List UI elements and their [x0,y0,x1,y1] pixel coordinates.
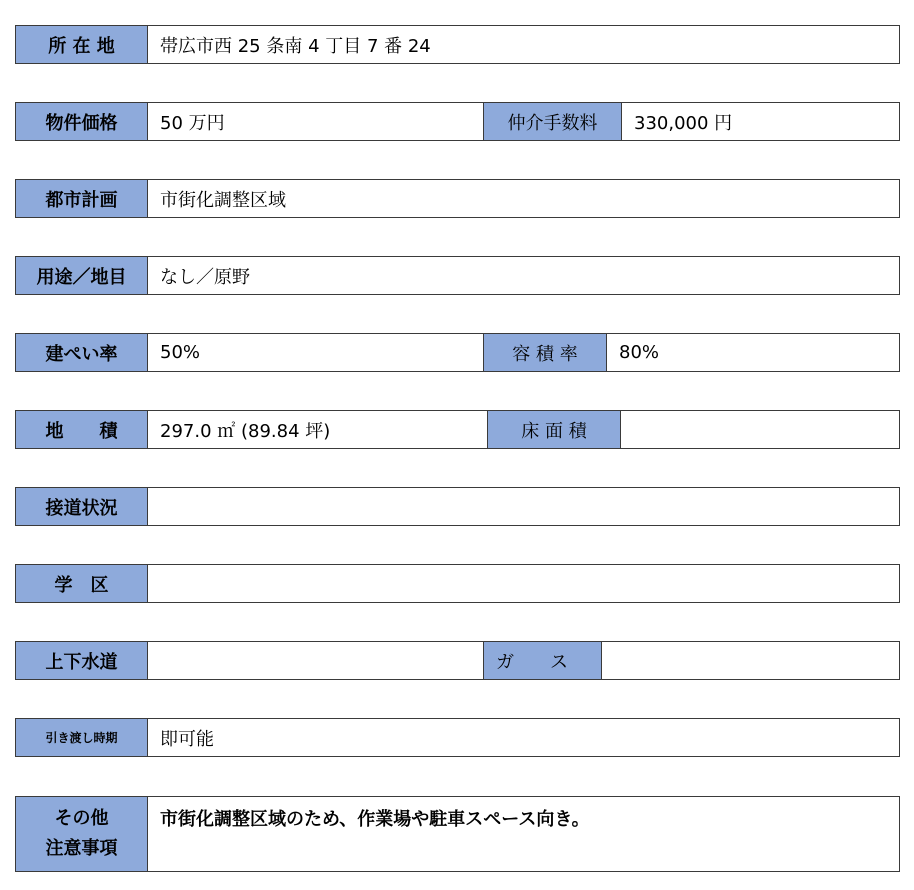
location-value: 帯広市西 25 条南 4 丁目 7 番 24 [160,35,431,57]
city-planning-label: 都市計画 [16,180,148,217]
far-label: 容 積 率 [484,334,607,371]
notes-row [15,796,900,872]
far-value: 80% [619,342,660,363]
coverage-value: 50% [148,334,484,371]
handover-row [15,718,900,757]
coverage-row [15,333,900,372]
notes-value: 市街化調整区域のため、作業場や駐車スペース向き。 [160,809,590,830]
city-planning-row [15,179,900,218]
notes-label-line1: その他 [54,808,109,829]
area-value: 297.0 ㎡ (89.84 坪) [148,411,488,448]
coverage-label: 建ぺい率 [16,334,148,371]
water-label: 上下水道 [16,642,148,679]
gas-label: ガ ス [484,642,602,679]
fee-value: 330,000 円 [634,112,733,134]
use-land-row [15,256,900,295]
city-planning-value: 市街化調整区域 [160,189,286,211]
notes-label-line2: 注意事項 [45,838,118,859]
road-row [15,487,900,526]
use-land-value: なし／原野 [160,266,250,288]
price-label: 物件価格 [16,103,148,140]
location-label: 所 在 地 [16,26,148,63]
location-row [15,25,900,64]
fee-label: 仲介手数料 [484,103,622,140]
price-row [15,102,900,141]
road-value [148,488,899,525]
water-row [15,641,900,680]
floor-area-value [621,411,899,448]
school-row [15,564,900,603]
handover-label: 引き渡し時期 [16,719,148,756]
school-label: 学 区 [16,565,148,602]
floor-area-label: 床 面 積 [488,411,621,448]
school-value [148,565,899,602]
road-label: 接道状況 [16,488,148,525]
area-label: 地 積 [16,411,148,448]
water-value [148,642,484,679]
price-value: 50 万円 [148,103,484,140]
area-row [15,410,900,449]
handover-value: 即可能 [160,728,214,750]
gas-value [602,642,899,679]
notes-label [16,797,148,871]
use-land-label: 用途／地目 [16,257,148,294]
